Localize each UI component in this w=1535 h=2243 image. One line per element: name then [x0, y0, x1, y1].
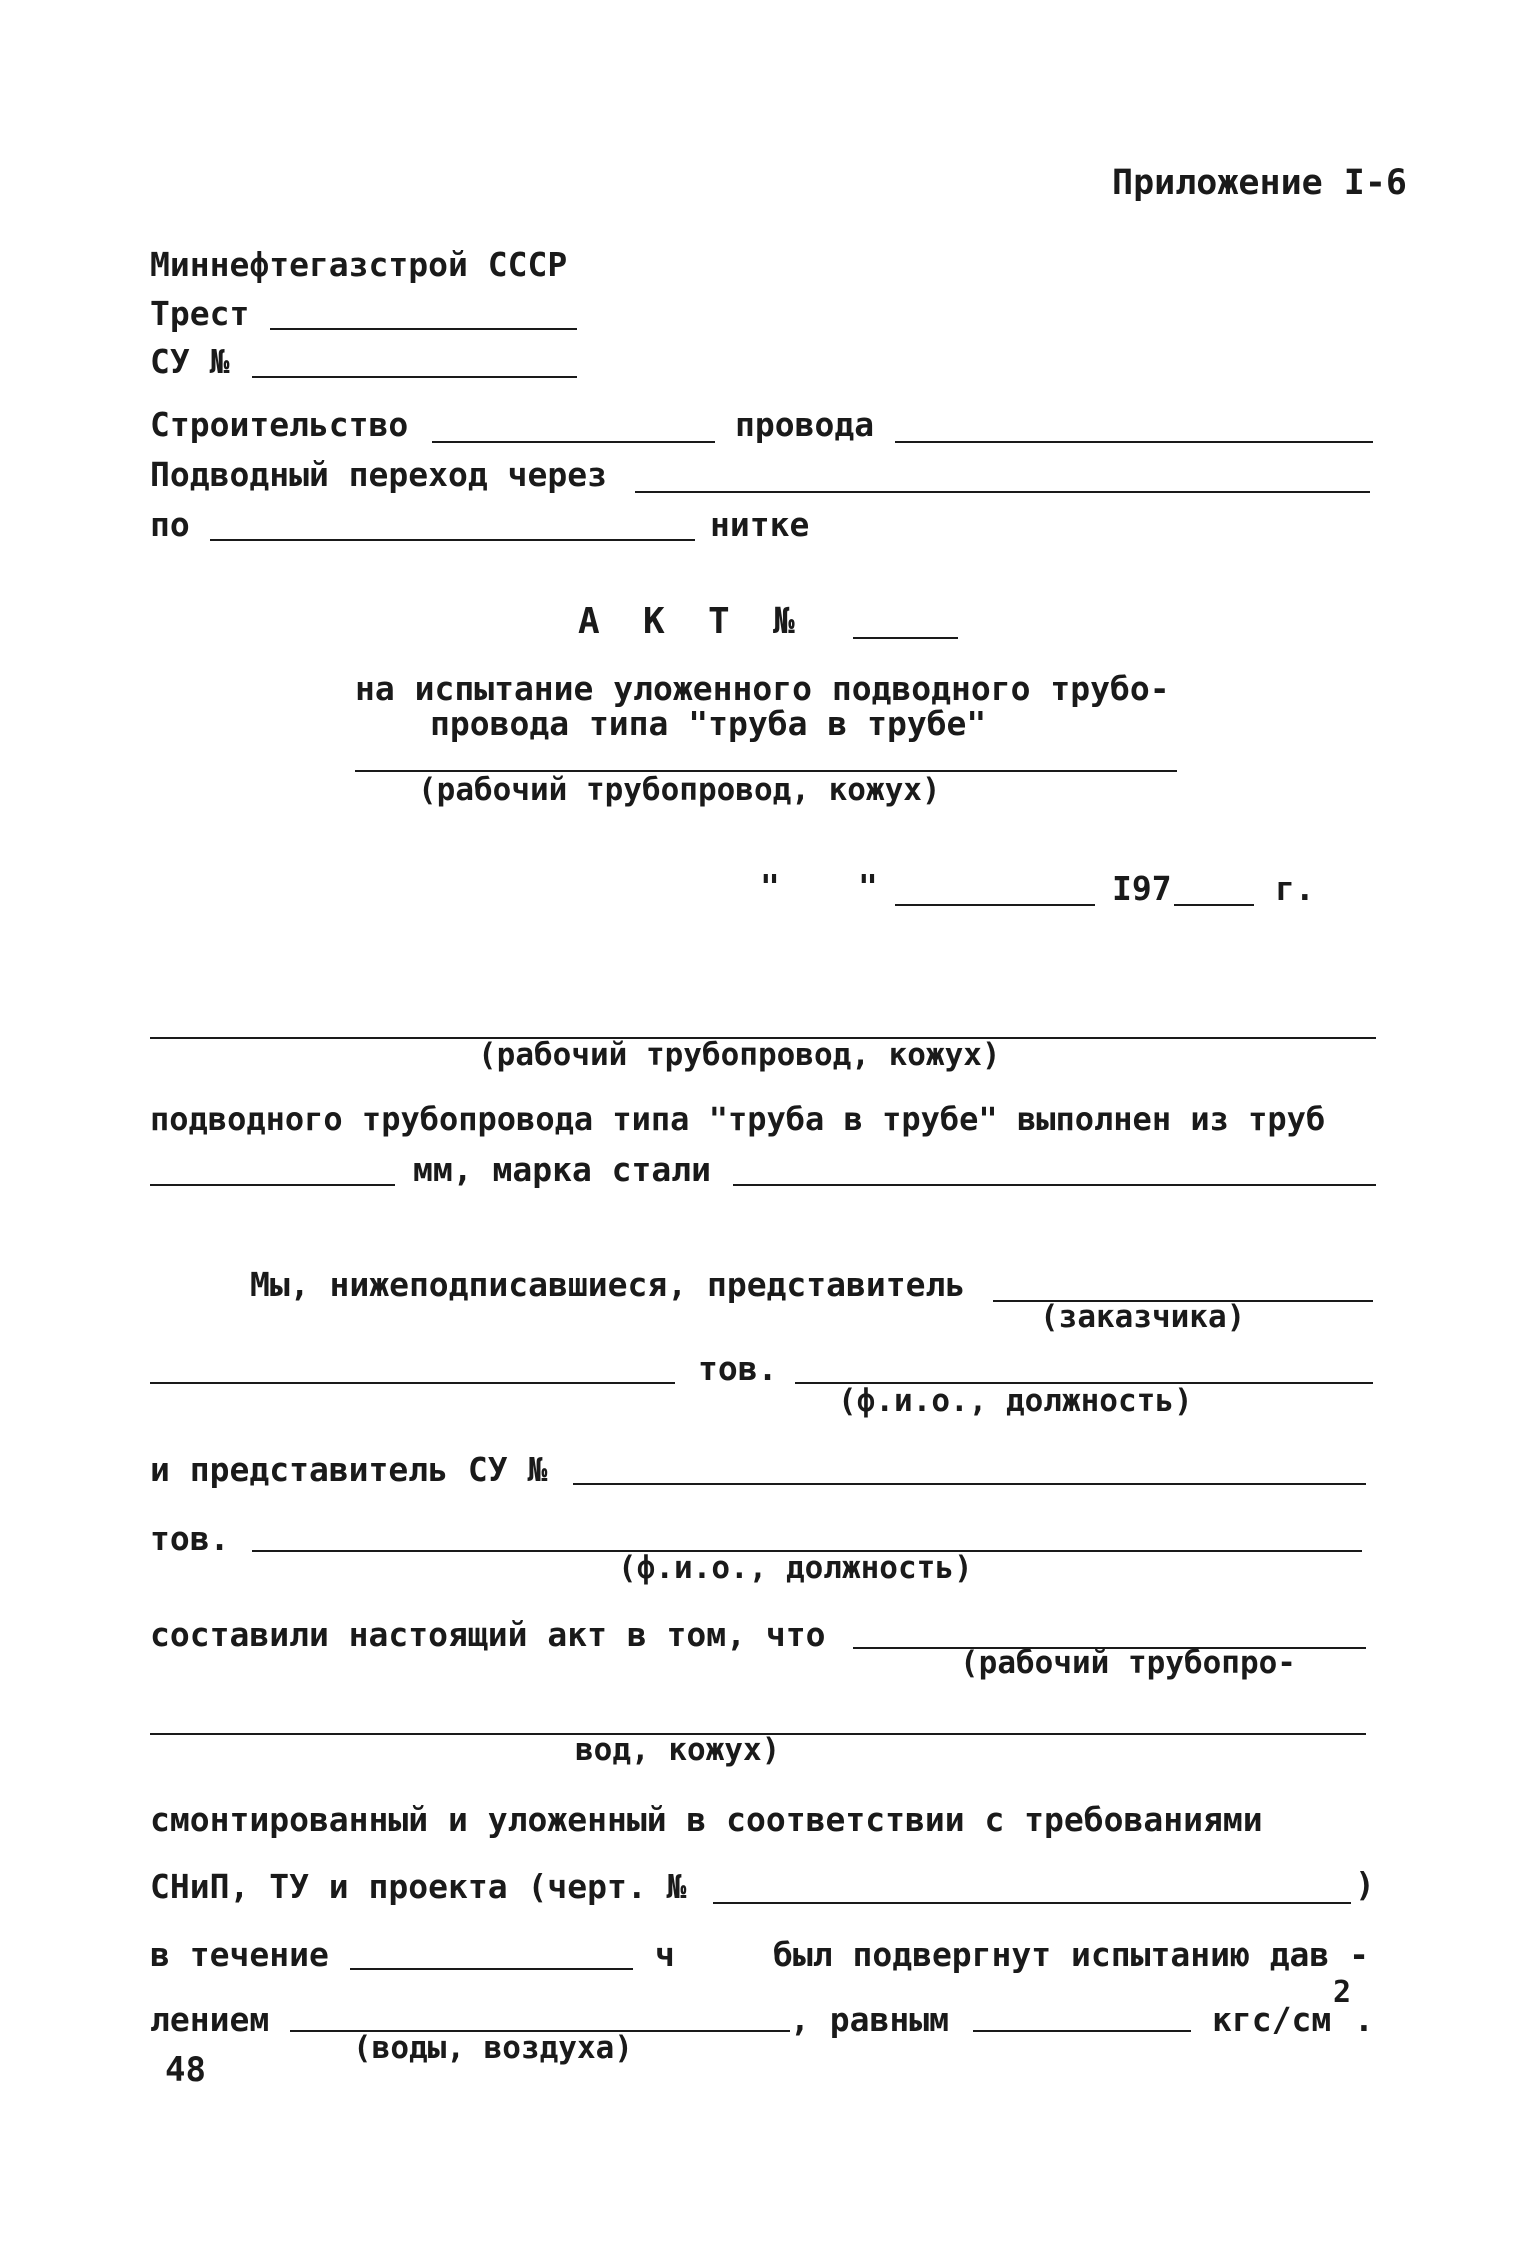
- final-period: .: [1354, 2000, 1374, 2039]
- unit-label: кгс/см: [1212, 2000, 1332, 2039]
- mm-steel-grade-label: мм, марка стали: [413, 1150, 712, 1189]
- pipeline-field-line: [895, 441, 1373, 443]
- su-number-line: [573, 1483, 1366, 1485]
- hint-pipe-part2: вод, кожух): [575, 1732, 781, 1768]
- hint-working-pipe-1: (рабочий трубопровод, кожух): [418, 772, 941, 808]
- thread-label: нитке: [710, 505, 810, 544]
- undersigned-text: Мы, нижеподписавшиеся, представитель: [250, 1265, 966, 1304]
- close-paren: ): [1355, 1865, 1375, 1904]
- crossing-label: Подводный переход через: [150, 455, 607, 494]
- act-subtitle-line2: провода типа "труба в трубе": [430, 704, 987, 743]
- hint-fio-2: (ф.и.о., должность): [618, 1550, 973, 1586]
- hint-working-pipe-2: (рабочий трубопровод, кожух): [478, 1037, 1001, 1073]
- steel-grade-line: [733, 1184, 1376, 1186]
- equal-label: , равным: [790, 2000, 949, 2039]
- pipe-size-line: [150, 1184, 395, 1186]
- appendix-label: Приложение I-6: [1112, 163, 1408, 203]
- compiled-act-text: составили настоящий акт в том, что: [150, 1615, 826, 1654]
- pressure-label: лением: [150, 2000, 270, 2039]
- construction-field-line: [432, 441, 715, 443]
- page-number: 48: [165, 2050, 206, 2090]
- tov-label-2: тов.: [150, 1519, 230, 1558]
- hint-water-air: (воды, воздуха): [353, 2030, 633, 2066]
- hint-customer: (заказчика): [1040, 1299, 1246, 1335]
- hint-pipe-part1: (рабочий трубопро-: [960, 1645, 1296, 1681]
- date-year-suffix: г.: [1275, 869, 1315, 908]
- by-field-line: [210, 539, 695, 541]
- snip-text: СНиП, ТУ и проекта (черт. №: [150, 1867, 687, 1906]
- act-subtitle-line1: на испытание уложенного подводного трубо-: [355, 669, 1170, 708]
- hint-fio-1: (ф.и.о., должность): [838, 1383, 1193, 1419]
- construction-label: Строительство: [150, 405, 409, 444]
- hours-label: ч: [655, 1935, 675, 1974]
- crossing-field-line: [635, 491, 1370, 493]
- date-month-line: [895, 904, 1095, 906]
- su-representative-text: и представитель СУ №: [150, 1450, 548, 1489]
- date-quote-close: ": [858, 867, 878, 906]
- su-field-line: [252, 376, 577, 378]
- trust-label: Трест: [150, 294, 250, 333]
- act-title: А К Т №: [578, 601, 795, 642]
- during-label: в течение: [150, 1935, 329, 1974]
- pipeline-label: провода: [735, 405, 875, 444]
- act-number-line: [853, 637, 958, 639]
- unit-exponent: 2: [1333, 1975, 1352, 2010]
- subjected-text: был подвергнут испытанию дав -: [773, 1935, 1370, 1974]
- ministry-name: Миннефтегазстрой СССР: [150, 245, 568, 284]
- su-label: СУ №: [150, 342, 230, 381]
- drawing-number-line: [713, 1902, 1351, 1904]
- date-year-line: [1174, 904, 1254, 906]
- trust-field-line: [270, 328, 577, 330]
- tov-label-1: тов.: [698, 1349, 778, 1388]
- duration-line: [350, 1968, 633, 1970]
- by-label: по: [150, 505, 190, 544]
- customer-org-line: [150, 1382, 675, 1384]
- made-of-pipes-text: подводного трубопровода типа "труба в трубе" выполнен из труб: [150, 1100, 1326, 1138]
- pressure-value-line: [973, 2030, 1191, 2032]
- date-quote-open: ": [760, 867, 780, 906]
- mounted-text: смонтированный и уложенный в соответствии с требованиями: [150, 1800, 1263, 1839]
- date-year-prefix: I97: [1112, 869, 1172, 908]
